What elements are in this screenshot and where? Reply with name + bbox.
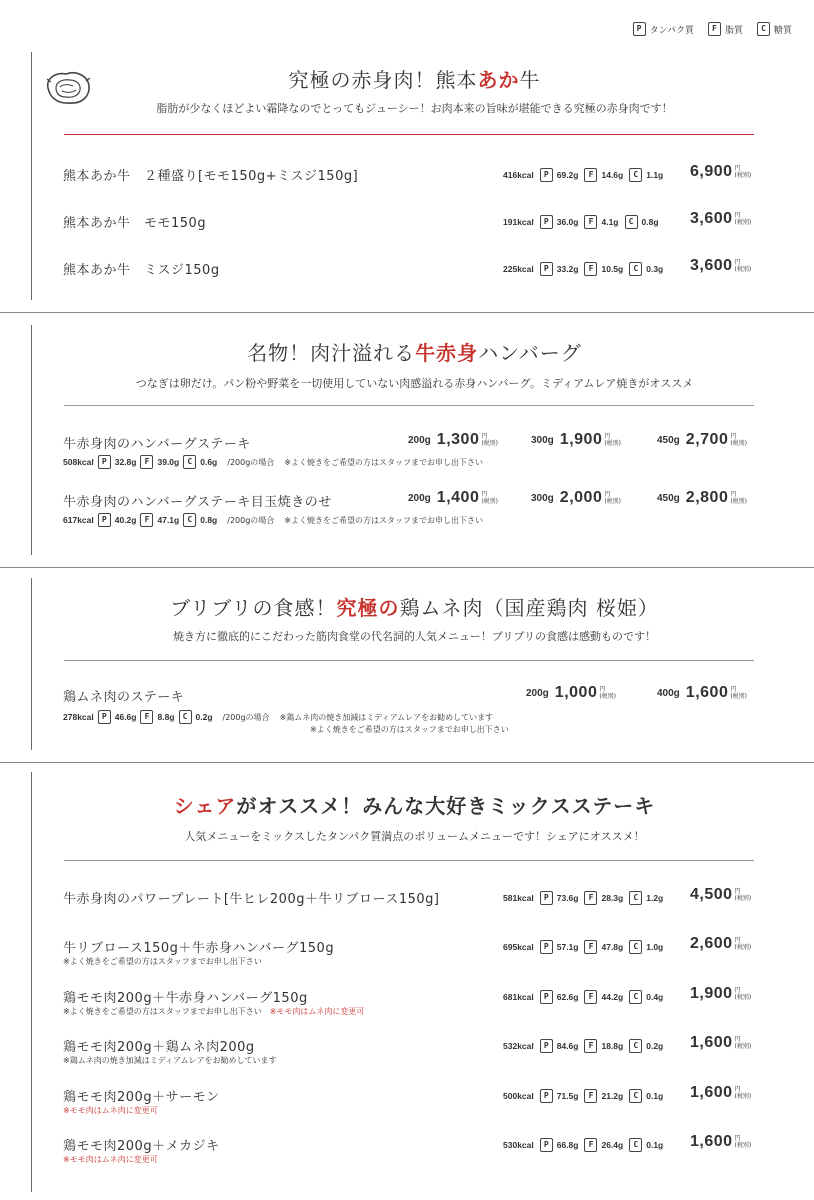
legend-label: 脂質 <box>724 25 743 36</box>
protein-badge-icon: P <box>98 710 111 724</box>
carb-badge-icon: C <box>629 168 642 182</box>
section-chicken <box>31 578 797 750</box>
item-price: 1,900 円 (税別) <box>690 985 752 1002</box>
item-price: 3,600 円 (税別) <box>690 257 752 274</box>
protein-badge-icon: P <box>540 891 553 905</box>
protein-badge-icon: P <box>540 1089 553 1103</box>
fat-badge-icon: F <box>140 710 153 724</box>
nutrition-info: 532kcal P 84.6g F 18.8g C 0.2g <box>503 1041 664 1051</box>
legend-carb <box>757 22 792 36</box>
nutrition-info: 191kcal P 36.0g F 4.1g C 0.8g <box>503 217 659 227</box>
legend-protein <box>633 22 694 36</box>
section-akaushi <box>31 52 797 300</box>
item-note: ※よく焼きをご希望の方はスタッフまでお申し出下さい <box>310 725 509 734</box>
item-price: 2,600 円 (税別) <box>690 935 752 952</box>
fat-badge-icon: F <box>584 1138 597 1152</box>
nutrition-legend <box>633 22 792 36</box>
nutrition-info: 225kcal P 33.2g F 10.5g C 0.3g <box>503 264 664 274</box>
item-price-200g: 200g 1,000 円 (税別) <box>526 684 617 701</box>
fat-badge-icon: F <box>584 1039 597 1053</box>
item-price: 1,600 円 (税別) <box>690 1084 752 1101</box>
item-price: 1,600 円 (税別) <box>690 1133 752 1150</box>
divider <box>64 134 754 135</box>
item-price-300g: 300g 2,000 円 (税別) <box>531 489 622 506</box>
item-price: 6,900 円 (税別) <box>690 163 752 180</box>
fat-badge-icon: F <box>140 455 153 469</box>
section-mix <box>31 772 797 1192</box>
item-note: ※鶏ムネ肉の焼き加減はミディアムレアをお勧めしています <box>63 1056 277 1065</box>
item-price-300g: 300g 1,900 円 (税別) <box>531 431 622 448</box>
fat-badge-icon: F <box>584 990 597 1004</box>
carb-badge-icon: C <box>757 22 770 36</box>
nutrition-info: 681kcal P 62.6g F 44.2g C 0.4g <box>503 992 664 1002</box>
carb-badge-icon: C <box>629 1089 642 1103</box>
protein-badge-icon: P <box>540 215 553 229</box>
carb-badge-icon: C <box>629 1138 642 1152</box>
item-name: 牛赤身肉のハンバーグステーキ <box>63 437 251 452</box>
divider <box>64 860 754 861</box>
item-note: ※モモ肉はムネ肉に変更可 <box>63 1106 158 1115</box>
carb-badge-icon: C <box>629 1039 642 1053</box>
item-name: 牛赤身肉のハンバーグステーキ目玉焼きのせ <box>63 495 332 510</box>
item-name: 熊本あか牛 ミスジ150g <box>63 263 220 278</box>
carb-badge-icon: C <box>183 455 196 469</box>
protein-badge-icon: P <box>540 1039 553 1053</box>
carb-badge-icon: C <box>183 513 196 527</box>
nutrition-info: 416kcal P 69.2g F 14.6g C 1.1g <box>503 170 664 180</box>
section-title: シェアがオススメ！みんな大好きミックスステーキ <box>173 794 656 818</box>
item-price: 3,600 円 (税別) <box>690 210 752 227</box>
legend-label: タンパク質 <box>649 25 694 36</box>
fat-badge-icon: F <box>584 168 597 182</box>
fat-badge-icon: F <box>584 891 597 905</box>
item-name: 鶏モモ肉200g＋牛赤身ハンバーグ150g <box>63 991 308 1006</box>
protein-badge-icon: P <box>633 22 646 36</box>
item-price: 4,500 円 (税別) <box>690 886 752 903</box>
section-subtitle: 焼き方に徹底的にこだわった筋肉食堂の代名詞的人気メニュー！ブリブリの食感は感動ものです！ <box>172 630 656 643</box>
section-title: ブリブリの食感！究極の鶏ムネ肉（国産鶏肉 桜姫） <box>170 596 659 620</box>
item-name: 牛赤身肉のパワープレート[牛ヒレ200g＋牛リブロース150g] <box>63 892 440 907</box>
section-subtitle: つなぎは卵だけ。パン粉や野菜を一切使用していない肉感溢れる赤身ハンバーグ。ミディアムレア焼きがオススメ <box>135 377 694 390</box>
protein-badge-icon: P <box>540 168 553 182</box>
fat-badge-icon: F <box>584 1089 597 1103</box>
fat-badge-icon: F <box>708 22 721 36</box>
carb-badge-icon: C <box>625 215 638 229</box>
item-name: 鶏ムネ肉のステーキ <box>63 690 185 705</box>
carb-badge-icon: C <box>629 940 642 954</box>
protein-badge-icon: P <box>98 455 111 469</box>
section-title: 究極の赤身肉！熊本あか牛 <box>288 68 541 92</box>
section-separator <box>0 762 814 763</box>
item-price-400g: 400g 1,600 円 (税別) <box>657 684 748 701</box>
section-subtitle: 脂肪が少なくほどよい霜降なのでとってもジューシー！お肉本来の旨味が堪能できる究極の赤身肉です！ <box>156 102 673 115</box>
section-separator <box>0 312 814 313</box>
legend-fat <box>708 22 743 36</box>
section-separator <box>0 567 814 568</box>
nutrition-info: 530kcal P 66.8g F 26.4g C 0.1g <box>503 1140 664 1150</box>
item-price-200g: 200g 1,400 円 (税別) <box>408 489 499 506</box>
nutrition-info: 500kcal P 71.5g F 21.2g C 0.1g <box>503 1091 664 1101</box>
protein-badge-icon: P <box>540 940 553 954</box>
item-price: 1,600 円 (税別) <box>690 1034 752 1051</box>
item-note: ※よく焼きをご希望の方はスタッフまでお申し出下さい <box>63 957 262 966</box>
item-price-450g: 450g 2,700 円 (税別) <box>657 431 748 448</box>
item-price-200g: 200g 1,300 円 (税別) <box>408 431 499 448</box>
legend-label: 糖質 <box>773 25 792 36</box>
protein-badge-icon: P <box>98 513 111 527</box>
nutrition-info: 617kcal P 40.2g F 47.1g C 0.8g /200gの場合 ※よく焼きをご希望の方はスタッフまでお申し出下さい <box>63 515 483 525</box>
nutrition-info: 508kcal P 32.8g F 39.0g C 0.6g /200gの場合 ※よく焼きをご希望の方はスタッフまでお申し出下さい <box>63 457 483 467</box>
divider <box>64 660 754 661</box>
fat-badge-icon: F <box>584 940 597 954</box>
item-price-450g: 450g 2,800 円 (税別) <box>657 489 748 506</box>
fat-badge-icon: F <box>140 513 153 527</box>
protein-badge-icon: P <box>540 262 553 276</box>
item-name: 牛リブロース150g＋牛赤身ハンバーグ150g <box>63 941 335 956</box>
divider <box>64 405 754 406</box>
fat-badge-icon: F <box>584 215 597 229</box>
section-hamburg <box>31 325 797 555</box>
item-name: 鶏モモ肉200g＋サーモン <box>63 1090 220 1105</box>
carb-badge-icon: C <box>629 262 642 276</box>
item-note: ※モモ肉はムネ肉に変更可 <box>63 1155 158 1164</box>
nutrition-info: 278kcal P 46.6g F 8.8g C 0.2g /200gの場合 ※鶏ムネ肉の焼き加減はミディアムレアをお勧めしています <box>63 712 494 722</box>
nutrition-info: 695kcal P 57.1g F 47.8g C 1.0g <box>503 942 664 952</box>
section-title: 名物！肉汁溢れる牛赤身ハンバーグ <box>247 341 582 365</box>
item-name: 鶏モモ肉200g＋メカジキ <box>63 1139 220 1154</box>
carb-badge-icon: C <box>179 710 192 724</box>
nutrition-info: 581kcal P 73.6g F 28.3g C 1.2g <box>503 893 664 903</box>
carb-badge-icon: C <box>629 891 642 905</box>
item-name: 鶏モモ肉200g＋鶏ムネ肉200g <box>63 1040 255 1055</box>
section-subtitle: 人気メニューをミックスしたタンパク質満点のボリュームメニューです！シェアにオススメ！ <box>184 830 645 843</box>
item-name: 熊本あか牛 モモ150g <box>63 216 207 231</box>
carb-badge-icon: C <box>629 990 642 1004</box>
protein-badge-icon: P <box>540 990 553 1004</box>
protein-badge-icon: P <box>540 1138 553 1152</box>
item-note: ※よく焼きをご希望の方はスタッフまでお申し出下さい ※モモ肉はムネ肉に変更可 <box>63 1007 365 1016</box>
fat-badge-icon: F <box>584 262 597 276</box>
item-name: 熊本あか牛 ２種盛り[モモ150g+ミスジ150g] <box>63 169 359 184</box>
